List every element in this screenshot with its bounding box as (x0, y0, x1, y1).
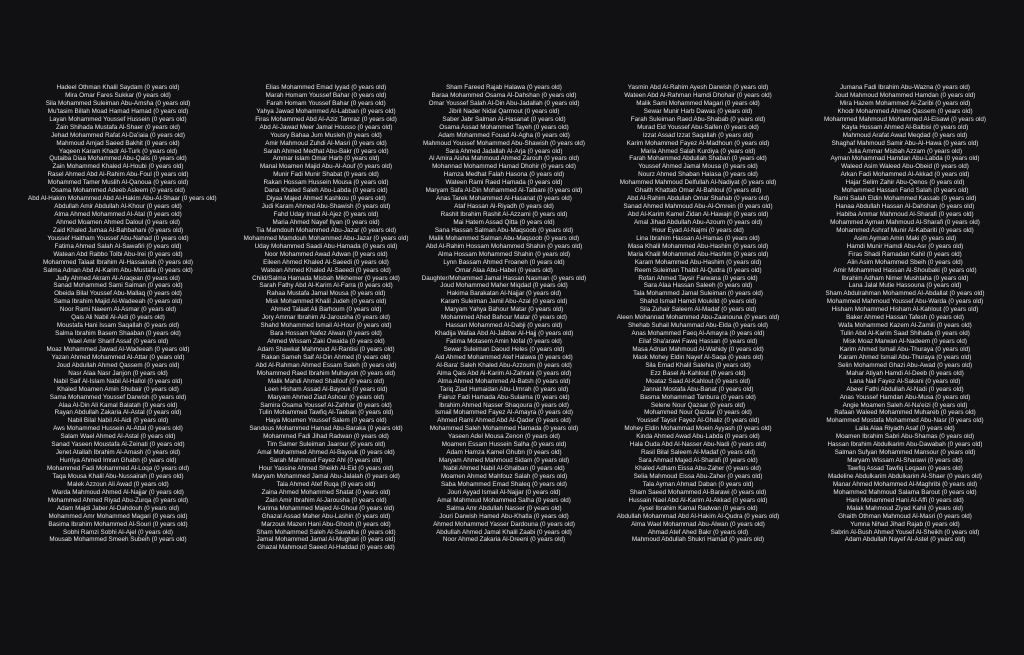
name-entry: Jouri Ayyad Ismail Al-Najjar (0 years old) (447, 488, 561, 496)
name-entry: Jannat Mostafa Abu-Banat (0 years old) (642, 385, 754, 393)
name-entry: Hanaa Abdullah Hassan Al-Dahshan (0 years old) (835, 203, 975, 211)
name-entry: Anas Youssef Hamdan Abu-Musa (0 years old) (839, 393, 971, 401)
name-entry: Elias Mohammed Emad Iyyad (0 years old) (265, 84, 387, 91)
name-entry: Ghazal Assad Maher Abu-Lashin (0 years old) (261, 512, 391, 520)
name-entry: Moamen Essam Hussein Salha (0 years old) (441, 441, 567, 449)
name-entry: Al Amira Aisha Mahmoud Ahmed Zarouh (0 years old) (428, 155, 580, 163)
name-entry: Amal Jihad Abdullah Abu-Azoum (0 years old) (633, 218, 763, 226)
name-entry: Maria Ahmed Nayef Ilyan (0 years old) (272, 218, 380, 226)
name-entry: Karam Ahmed Ismail Abu-Thuraya (0 years old) (838, 353, 972, 361)
name-entry: Jouri Darwish Hamed Abu-Khatla (0 years old) (439, 512, 569, 520)
name-entry: Omar Alaa Abu-Habel (0 years old) (455, 266, 553, 274)
name-entry: Mahmoud Amjad Saeed Bakhit (0 years old) (56, 139, 180, 147)
name-entry: Wateen Rami Raed Hamada (0 years old) (445, 179, 563, 187)
name-entry: Dana Khaled Saleh Abu-Labda (0 years old) (264, 187, 388, 195)
name-entry: Rayan Abdullah Zakaria Al-Astal (0 years old) (54, 409, 182, 417)
name-entry: Maryam Ahmed Ziad Ashour (0 years old) (267, 393, 385, 401)
name-entry: Aleen Mohannad Mohammed Abu-Zaanouna (0 years old) (616, 314, 780, 322)
name-entry: Sila Emad Khalil Salehia (0 years old) (645, 361, 751, 369)
name-entry: Osama Assad Mohammed Tayeh (0 years old) (439, 123, 569, 131)
name-entry: Sara Alaa Hassan Saleeh (0 years old) (643, 282, 753, 290)
name-entry: Wafa Mohammed Kazem Al-Zamili (0 years old) (838, 322, 972, 330)
name-entry: Mohammed Ahmed Riyad Abu-Zurqa (0 years old) (47, 496, 189, 504)
name-entry: Mahmoud Arafat Awad Meqdad (0 years old) (842, 131, 968, 139)
name-entry: Samira Osama Youssef Al-Zahhar (0 years old) (260, 401, 392, 409)
name-entry: Ibrahim Ahmed Nasser Shaqoura (0 years old) (439, 401, 569, 409)
name-entry: Sham Mohammed Saleh Al-Sawalha (0 years old) (256, 528, 396, 536)
name-entry: Adam Majdi Jaber Al-Dahdouh (0 years old) (56, 504, 180, 512)
name-entry: Mohammed Mahmoud Salama Barout (0 years old) (833, 488, 977, 496)
name-entry: Zain Amir Ibrahim Al-Jarousha (0 years old) (265, 496, 387, 504)
name-entry: Selene Nour Qazaar (0 years old) (650, 401, 746, 409)
name-entry: Mohammed Ayman Mahmoud Al-Sharafi (0 years old) (830, 218, 980, 226)
name-entry: Kayla Hossam Ahmed Al-Balbisi (0 years old) (841, 123, 969, 131)
name-entry: Ahmad Atef Ahed Bakr (0 years old) (647, 528, 749, 536)
name-entry: Yumna Nihad Jihad Rajab (0 years old) (850, 520, 960, 528)
name-entry: Maryam Safa Al-Din Mohammed Al-Talbani (0 years old) (425, 187, 583, 195)
name-entry: Layan Mohammed Youssef Hussein (0 years old) (49, 115, 187, 123)
name-entry: Sanad Yaseen Moustafa Al-Zeinati (0 years old) (51, 441, 185, 449)
name-entry: Sama Mohammed Youssef Darwish (0 years old) (49, 393, 187, 401)
name-entry: Asim Ayman Amin Maki (0 years old) (853, 234, 957, 242)
name-entry: Moamen Ahmed Mahfouz Salah (0 years old) (440, 472, 568, 480)
name-entry: Mohammed Mahmoud Delfullah Al-Nadiyat (0 years old) (619, 179, 777, 187)
name-entry: Masa Khalil Mohammed Abu-Hashim (0 years old) (627, 242, 769, 250)
name-entry: Basima Ibrahim Mohammed Al-Souri (0 years old) (48, 520, 188, 528)
name-entry: Saba Mohammed Emad Shaleq (0 years old) (440, 480, 567, 488)
name-entry: Yaqeen Karam Khadr Al-Turk (0 years old) (58, 147, 178, 155)
name-entry: Mohammed Fadi Jihad Radwan (0 years old) (263, 433, 389, 441)
name-entry: Shaghaf Mahmoud Samir Abu-Al-Hawa (0 years old) (831, 139, 979, 147)
name-entry: Youssef Taysir Fayez Al-Ghaliz (0 years old) (636, 417, 760, 425)
name-entry: Noor Rami Naeem Al-Asmar (0 years old) (59, 306, 177, 314)
name-entry: Reem Suleiman Thabit Al-Qudra (0 years old) (634, 266, 762, 274)
name-entry: Qutaiba Diaa Mohammed Abu-Qalis (0 years old) (49, 155, 187, 163)
name-entry: Mohammed Ashraf Munir Al-Kabariti (0 years old) (836, 226, 974, 234)
name-entry: Fahd Uday Imad Al-Ajez (0 years old) (273, 211, 379, 218)
name-entry: Rasel Ahmed Abd Al-Rahim Abu-Foul (0 years old) (47, 171, 189, 179)
name-entry: Rakan Sameh Saif Al-Din Ahmed (0 years old) (261, 353, 391, 361)
name-entry: Mahmoud Abdullah Shukri Hamad (0 years old) (631, 536, 765, 544)
name-entry: Abeer Fathi Abdullah Al-Nadi (0 years old) (846, 385, 964, 393)
name-entry: Manar Ahmed Mohammed Al-Maghribi (0 years old) (832, 480, 978, 488)
name-entry: Mohammed Tamer Muslih Al-Qanoua (0 years old) (47, 179, 189, 187)
name-entry: Salman Sufyan Mohammed Mansour (0 years old) (834, 449, 976, 457)
name-entry: Mohammed Hassan Farid Salah (0 years old) (841, 187, 969, 195)
name-entry: Lana Jalal Mutie Hassouna (0 years old) (848, 282, 962, 290)
name-entry: Mahmoud Youssef Mohammed Abu-Shawish (0 years old) (422, 139, 586, 147)
names-column-5 (810, 84, 1000, 544)
name-entry: Malak Mahmoud Ziyad Kahil (0 years old) (846, 504, 964, 512)
name-entry: Farah Mohammed Abdullah Shaban (0 years old) (629, 155, 767, 163)
name-entry: Yazan Ahmed Mohammed Al-Attar (0 years old) (51, 353, 185, 361)
name-entry: Misk Moaz Marwan Al-Nadeem (0 years old) (843, 338, 967, 345)
name-entry: Ghaith Khattab Omar Al-Bahloul (0 years old) (634, 187, 762, 195)
name-entry: Osama Mohammed Adeeb Asleem (0 years old) (50, 187, 186, 195)
name-entry: Diyaa Majed Ahmed Kashkou (0 years old) (266, 195, 386, 203)
name-entry: Karam Suleiman Jamil Abu-Azal (0 years old) (440, 298, 568, 306)
name-entry: Hisham Mohammed Hisham Al-Kahlout (0 years old) (831, 306, 979, 314)
name-entry: Hamza Medhat Falah Hasona (0 years old) (443, 171, 565, 179)
name-entry: Jamal Mohammed Jamal Al-Mughari (0 years old) (256, 536, 396, 544)
name-entry: Ghazal Mahmoud Saeed Al-Haddad (0 years old) (257, 544, 395, 552)
name-entry: Rahaa Mustafa Jamal Mousa (0 years old) (266, 290, 386, 298)
name-entry: Alma Ahmed Mohammed Al-Batsh (0 years old) (437, 377, 571, 385)
name-entry: Aysel Ibrahim Kamal Radwan (0 years old) (638, 504, 758, 512)
name-entry: Nabil Saif Al-Islam Nabil Al-Hallol (0 years old) (53, 377, 183, 385)
name-entry: Selin Mohammed Ghazi Abu-Awad (0 years old) (837, 361, 973, 369)
name-entry: Mai Hatem Assad Qitta (0 years old) (453, 218, 555, 226)
name-entry: Anas Mohammed Faeq Al-Amayra (0 years old) (631, 330, 765, 338)
name-entry: Khaled Adham Eissa Abu-Zaher (0 years old) (634, 465, 761, 472)
name-entry: Eilaf Sha'arawi Fawq Hassan (0 years old) (638, 338, 758, 345)
name-entry: Sana Hassan Salman Abu-Maqsoob (0 years old) (434, 226, 574, 234)
name-entry: Malik Mohammed Salman Abu-Maqsoob (0 years old) (428, 234, 580, 242)
name-entry: Angie Moamen Saleh Al-Na'eizi (0 years old) (842, 401, 968, 409)
name-entry: Marzouk Mazen Hani Abu-Ghosh (0 years old) (261, 520, 391, 528)
name-entry: Jehad Mohammed Rafat Al-Da'iaia (0 years old) (51, 131, 185, 139)
name-entry: Sara Ahmed Jadallah Al-Arja (0 years old) (445, 147, 563, 155)
name-entry: Zaina Ahmed Mohammed Shatat (0 years old) (261, 488, 391, 496)
name-entry: Habiba Ammar Mahmoud Al-Sharafi (0 years old) (836, 211, 974, 218)
name-entry: Amal Mohammed Ahmed Al-Bayouk (0 years old) (257, 449, 395, 457)
name-entry: Hadeel Othman Khalil Saydam (0 years old) (56, 84, 180, 91)
name-entry: Tala Ayman Ahmad Daban (0 years old) (642, 480, 754, 488)
name-entry: Adam Abdullah Nayef Al-Astel (0 years old) (844, 536, 966, 544)
name-entry: Shahd Mohammed Ismail Al-Hour (0 years old) (260, 322, 392, 330)
name-entry: Maryam Wissam Al-Sharawi (0 years old) (847, 457, 963, 465)
name-entry: Ibrahim Adham Nimer Mushtaha (0 years old) (841, 274, 969, 282)
name-entry: Hamdi Munir Hamdi Abu-Asr (0 years old) (846, 242, 964, 250)
name-entry: Youssef Ahmed Jamal Mousa (0 years old) (638, 163, 758, 171)
name-entry: Watean Ahmed Khaled Al-Saeedi (0 years old) (261, 266, 391, 274)
name-entry: Leen Hisham Assad Al-Bayouk (0 years old) (264, 385, 388, 393)
name-entry: Obeida Bilal Youssef Abu-Mallaq (0 years old) (54, 290, 182, 298)
name-entry: Jenet Atallah Ibrahim Al-Amash (0 years old) (55, 449, 181, 457)
name-entry: Karim Ahmed Ismail Abu-Thuraya (0 years old) (839, 345, 971, 353)
name-entry: Sama Ibrahim Majid Al-Wadeeah (0 years old) (53, 298, 183, 306)
name-entry: Tariq Ziad Humaidan Abu-Umrah (0 years old) (439, 385, 569, 393)
name-entry: Mohammed Mahmoud Mohammed Al-Eisawi (0 years old) (823, 115, 987, 123)
names-column-1 (28, 84, 217, 544)
name-entry: Hakima Barakatan Al-Najjar (0 years old) (446, 290, 562, 298)
name-entry: Khadija Wafaa Abd Al-Jabbar Al-Hajj (0 years old) (434, 330, 574, 338)
name-entry: Joud Mahmoud Mohammed Hamdan (0 years old) (834, 91, 976, 99)
name-entry: Farah Suleiman Raed Abu-Shabab (0 years old) (630, 115, 766, 123)
name-entry: Maryam Yahya Bahour Matar (0 years old) (444, 306, 564, 314)
name-entry: Basma Mohammad Tanbura (0 years old) (640, 393, 756, 401)
name-entry: Mira Omar Fares Sukkar (0 years old) (65, 91, 171, 99)
name-entry: Karim Mohammed Fayez Al-Madhoun (0 years old) (626, 139, 770, 147)
name-entry: Abd Al-Karim Kamel Zidan Al-Hawajri (0 years old) (627, 211, 769, 218)
name-entry: Mohammed Ahed Bahour Matar (0 years old) (441, 314, 567, 322)
name-entry: Murad Eid Youssef Abu-Saifen (0 years old) (637, 123, 759, 131)
name-entry: Sarah Fathy Abd Al-Karim Al-Farra (0 years old) (259, 282, 393, 290)
name-entry: Shehab Suhail Muhammad Abu-Elda (0 years old) (627, 322, 768, 330)
name-entry: Mohammed Raed Ibrahim Muhaysin (0 years old) (256, 369, 396, 377)
name-entry: Jumana Fadi Ibrahim Abu-Wazna (0 years old) (840, 84, 970, 91)
name-entry: Abdullah Ahmed Jamal Khalil Zaabi (0 years old) (436, 528, 572, 536)
name-entry: Yasmin Abd Al-Rahim Ayesh Darwish (0 years old) (627, 84, 769, 91)
name-entry: Rafaan Waleed Mohammed Muhareb (0 years old) (834, 409, 976, 417)
name-entry: Nabil Ahmed Nabil Al-Ghalban (0 years old) (443, 465, 565, 472)
name-entry: Rakan Hossam Hussein Mousa (0 years old) (263, 179, 389, 187)
name-entry: Mira Hazem Mohammed Al-Zaribi (0 years old) (839, 99, 971, 107)
name-entry: Saber Jabr Salman Al-Hasanat (0 years old) (442, 115, 566, 123)
name-entry: Abd Al-Rahim Hossam Mohammed Shahin (0 years old) (425, 242, 583, 250)
name-entry: Sanad Mohammed Sami Salman (0 years old) (53, 282, 183, 290)
name-entry: Adam Mohammed Fouad Al-Agha (0 years old) (438, 131, 570, 139)
name-entry: Hussain Nael Abd Al-Karim Al-Akkad (0 years old) (628, 496, 768, 504)
name-entry: Mousab Mohammed Smeeh Subeih (0 years old) (49, 536, 187, 544)
name-entry: Maria Ahmed Salah Kurdiya (0 years old) (640, 147, 756, 155)
name-entry: Salma Adnan Abd Al-Karim Abu-Mustafa (0 years old) (43, 266, 193, 274)
name-entry: Mohammed Mahmoud Youssef Abu-Warda (0 years old) (826, 298, 984, 306)
name-entry: Misk Mohammed Khalil Judeh (0 years old) (265, 298, 387, 306)
name-entry: Tulin Abd Al-Karim Saad Shihada (0 years old) (840, 330, 970, 338)
name-entry: Zain Shihada Mustafa Al-Shaer (0 years old) (56, 123, 180, 131)
name-entry: Hassan Mohammed Al-Dabji (0 years old) (445, 322, 563, 330)
name-entry: Aws Mohammed Hussein Al-Attal (0 years old) (53, 425, 183, 433)
name-entry: Lina Ibrahim Hassan Al-Hamas (0 years old) (636, 234, 760, 242)
name-entry: Mohammed Nour Qazaar (0 years old) (644, 409, 752, 417)
name-entry: Noor Mohammed Awad Adwan (0 years old) (264, 250, 388, 258)
name-entry: Anas Tarek Mohammed Al-Hasanat (0 years old) (436, 195, 572, 203)
name-entry: Moustafa Hani Issam Saqallah (0 years old) (56, 322, 180, 330)
name-entry: Kinda Ahmed Awad Abu-Labda (0 years old) (636, 433, 760, 441)
name-entry: Sham Saeed Mohammed Al-Barawi (0 years old) (629, 488, 767, 496)
name-entry: Mohammed Mostafa Mohammed Abu-Nasr (0 years old) (826, 417, 984, 425)
name-entry: Karima Mohammed Majed Al-Ghoul (0 years old) (257, 504, 395, 512)
name-entry: Farah Homam Youssef Bahar (0 years old) (266, 99, 386, 107)
name-entry: Ahmed Moamen Ahmed Daloul (0 years old) (56, 218, 180, 226)
name-entry: Ahmed Wissam Zaki Owaida (0 years old) (267, 338, 385, 345)
name-entry: Qais Ali Nabil Al-Aidi (0 years old) (71, 314, 165, 322)
name-entry: Malik Sami Mohammed Magari (0 years old) (636, 99, 760, 107)
name-entry: Mahar Atiyah Hamdi Al-Deeb (0 years old) (846, 369, 964, 377)
name-entry: Arkan Fadi Mohammed Al-Akkad (0 years old) (840, 171, 970, 179)
name-entry: Hala Ouda Abd Al-Nasser Abu-Nadi (0 years old) (629, 441, 767, 449)
name-entry: Abd Al-Jawad Meer Jamal Housso (0 years old) (259, 123, 393, 131)
name-entry: Jory Ammar Ibrahim Al-Jarousha (0 years old) (261, 314, 391, 322)
name-entry: Marah Homam Youssef Bahar (0 years old) (265, 91, 387, 99)
name-entry: Noor Ahmed Zakaria Al-Dreeni (0 years old) (442, 536, 566, 544)
name-entry: Izzat Assad Izzat Saqallah (0 years old) (642, 131, 754, 139)
name-entry: Sewar Munir Harb Dawas (0 years old) (643, 107, 753, 115)
name-entry: Fatima Motasem Amin Nofal (0 years old) (446, 338, 562, 345)
name-entry: Yahya Jawad Mohammed Al-Labban (0 years old) (256, 107, 396, 115)
name-entry: Alaa Al-Din Ali Kamal Balatah (0 years old) (58, 401, 178, 409)
name-entry: Sarah Ahmed Medhat Abu-Bakr (0 years old) (263, 147, 389, 155)
name-entry: Abd Al-Rahman Ahmed Essam Saleh (0 years old) (255, 361, 397, 369)
name-entry: Rasil Bilal Saleem Al-Madaf (0 years old) (640, 449, 756, 457)
name-entry: Waleed Asim Waleed Abu-Obeid (0 years old) (841, 163, 969, 171)
name-entry: Sham Fareed Rajab Halawa (0 years old) (446, 84, 562, 91)
name-entry: Joud Mohammed Maher Miqdad (0 years old) (440, 282, 568, 290)
name-entry: Youssef Haitham Youssef Abu-Nahad (0 years old) (47, 234, 189, 242)
name-entry: Tala Mohammed Jamal Suleiman (0 years old) (633, 290, 763, 298)
name-entry: Baker Ahmed Hassan Tafesh (0 years old) (846, 314, 964, 322)
name-entry: Ayman Mohammad Hamdan Abu-Labda (0 years old) (830, 155, 980, 163)
name-entry: Amir Mahmoud Zuhdi Al-Masri (0 years old) (265, 139, 387, 147)
name-entry: Tim Samer Suleiman Jaarour (0 years old) (266, 441, 386, 449)
name-entry: Nasr Alaa Nasr Janjon (0 years old) (68, 369, 168, 377)
name-entry: Munir Fadi Munir Shabat (0 years old) (273, 171, 379, 179)
name-entry: Ahmed Mohammed Yasser Dardouna (0 years old) (433, 520, 575, 528)
name-entry: Selia Mahmoud Eissa Abu-Zaher (0 years old) (633, 472, 763, 480)
name-entry: Moaz Mohammed Jawad Al-Wadeeah (0 years old) (46, 345, 190, 353)
name-entry: Alma Qais Abd Al-Karim Al-Zahrani (0 years old) (436, 369, 572, 377)
name-entry: Zaid Khaled Jumaa Al-Bahbahani (0 years old) (52, 226, 184, 234)
name-entry: Fairuz Fadi Hamada Abu-Sulaima (0 years old) (438, 393, 570, 401)
names-column-2 (236, 84, 416, 552)
name-entry: Tia Mamdouh Mohammed Abu-Jazar (0 years old) (255, 226, 397, 234)
name-entry: Eileen Ahmed Khaled Al-Saeedi (0 years old) (263, 258, 389, 266)
name-entry: Warda Mahmoud Ahmed Al-Najjar (0 years old) (52, 488, 184, 496)
name-entry: Omar Youssef Salah Al-Din Abu-Jadallah (0 years old) (428, 99, 580, 107)
name-entry: Tawfiq Assad Tawfiq Leqaan (0 years old) (847, 465, 963, 472)
name-entry: Al-Bara' Saleh Khaled Abu-Azzoum (0 years old) (436, 361, 572, 369)
name-entry: Lynn Bassam Ahmed Froaneh (0 years old) (443, 258, 565, 266)
name-entry: Hurriya Ahmed Imran Ghabn (0 years old) (59, 457, 177, 465)
name-entry: Mohammed Saleh Mohammed Hamada (0 years old) (429, 425, 579, 433)
name-entry: Manal Moamen Majid Abu-Al-Aouf (0 years old) (259, 163, 393, 171)
name-entry: Zain Mohammed Khaled Al-Houbi (0 years old) (52, 163, 184, 171)
name-entry: Shahd Ismail Hamdi Moukild (0 years old) (639, 298, 757, 306)
name-entry: Hani Mohammed Hani Al-Affi (0 years old) (846, 496, 964, 504)
name-entry: Abd Al-Rahim Abdullah Omar Shahab (0 years old) (626, 195, 770, 203)
name-entry: Khaled Moamen Amin Shubair (0 years old) (57, 385, 179, 393)
name-entry: Fatima Ahmed Salah Al-Sawafiri (0 years old) (54, 242, 182, 250)
name-entry: Sanad Ahmed Mahmoud Abu-Al-Omrein (0 years old) (623, 203, 773, 211)
name-entry: Baraa Mohammed Osama Al-Dahshan (0 years old) (431, 91, 577, 99)
name-entry: Alin Asim Mohammed Sbeih (0 years old) (847, 258, 963, 266)
name-entry: Mohammed Mamdouh Mohammed Abu-Jazar (0 years old) (243, 234, 409, 242)
name-entry: Yaseen Adel Mousa Zenon (0 years old) (448, 433, 560, 441)
name-entry: Mohammed Amr Mohammed Magari (0 years old) (48, 512, 188, 520)
name-entry: Maryam Mohammed Jamal Abu-Jalalah (0 years old) (252, 472, 400, 480)
name-entry: Yousry Bahaa Jum Musleh (0 years old) (270, 131, 382, 139)
name-entry: Nourz Ahmed Shaban Halasa (0 years old) (638, 171, 758, 179)
name-entry: Sarah Mahmoud Fayez Ahl (0 years old) (269, 457, 383, 465)
name-entry: Watean Abd Rabbo Tolbi Abu-Irei (0 years old) (53, 250, 183, 258)
name-entry: Salma Amr Abdullah Nasser (0 years old) (446, 504, 562, 512)
name-entry: Joud Abdullah Ahmed Qassem (0 years old) (56, 361, 180, 369)
name-entry: Malik Mahdi Ahmed Shallouf (0 years old) (267, 377, 385, 385)
name-entry: Abdullah Amir Abdullah Al-Khour (0 years old) (54, 203, 182, 211)
name-entry: Mask Mohey Eldin Nayef Al-Saqa (0 years old) (632, 353, 764, 361)
name-entry: Amal Mahmoud Mohammed Salha (0 years old) (437, 496, 571, 504)
name-entry: Haya Moumen Youssef Salem (0 years old) (265, 417, 387, 425)
name-entry: Ammar Islam Omar Harb (0 years old) (272, 155, 380, 163)
name-entry: Wael Amir Sharif Assaf (0 years old) (67, 338, 169, 345)
name-entry: Hour Yassine Ahmed Sheikh Al-Eid (0 years old) (258, 465, 394, 472)
name-entry: Taqa Mousa Khalil Abu-Nussairah (0 years old) (52, 472, 184, 480)
name-entry: Rofan Ahmed Taysir Farwana (0 years old) (638, 274, 758, 282)
name-entry: Mohammed Talaat Ibrahim Al-Hassainah (0 years old) (42, 258, 194, 266)
name-entry: Moataz Saad Al-Kahlout (0 years old) (645, 377, 751, 385)
name-entry: Ahmed Rami Ahmed Abd Al-Qader (0 years old) (437, 417, 571, 425)
name-entry: Rashit Ibrahim Rashit Al-Azzami (0 years old) (440, 211, 568, 218)
name-entry: Ismail Mohammed Fayez Al-Amayra (0 years old) (435, 409, 573, 417)
name-entry: Daughter/Mohammed Jamal Hassan Nasman (0 years old) (421, 274, 587, 282)
name-entry: Sabrin Al-Bush Ahmed Yousef Al-Sheikh (0 years old) (830, 528, 980, 536)
name-entry: Mohey Eldin Mohammad Moein Ayyash (0 years old) (624, 425, 772, 433)
name-entry: Uday Mohammed Saadi Abu-Hamada (0 years old) (254, 242, 398, 250)
name-entry: Mu'tasim Billah Moad Hamad Hamad (0 years old) (47, 107, 189, 115)
name-entry: Alma Ahmed Mohammed Al-Atal (0 years old) (54, 211, 182, 218)
name-entry: Salam Wael Ahmed Al-Astal (0 years old) (60, 433, 176, 441)
name-entry: Maryam Ahmed Mahmoud Sidam (0 years old) (438, 457, 570, 465)
name-entry: Amir Mohammed Hassan Al-Shoubaki (0 years old) (833, 266, 977, 274)
name-entry: Bara Hossam Nafez Alwan (0 years old) (270, 330, 382, 338)
names-column-3 (414, 84, 594, 544)
name-entry: Moamen Ibrahim Sabri Abu-Shamas (0 years old) (835, 433, 975, 441)
name-entry: Sila Mohammed Suleiman Abu-Amsha (0 years old) (45, 99, 191, 107)
name-entry: Madeline Abdulkarim Abdulkarim Al-Shaer (0 years old) (828, 472, 982, 480)
name-entry: Alma Hossam Mohammed Shahin (0 years old) (437, 250, 571, 258)
name-entry: Hour Eyad Al-Najmi (0 years old) (652, 226, 744, 234)
name-entry: Sham Abdulrahman Mohammed Al-Abdallat (0 years old) (825, 290, 985, 298)
name-entry: Adam Shawkat Mahmoud Al-Rantisi (0 years old) (257, 345, 395, 353)
name-entry: Jibril Nader Nidal Qarmout (0 years old) (448, 107, 560, 115)
name-entry: Firas Shadi Ramadan Kahil (0 years old) (848, 250, 962, 258)
name-entry: Ataf Hassan Al-Riyadh (0 years old) (454, 203, 554, 211)
name-entry: Child/Salma Hamada Misbah Mikhemer (0 years old) (252, 274, 400, 282)
name-entry: Tulin Mohammed Tawfiq Al-Taeban (0 years old) (258, 409, 394, 417)
name-entry: Mohannad Mohammed Hamad Dhohir (0 years old) (432, 163, 576, 171)
name-entry: Adam Hamza Kamel Ghubn (0 years old) (446, 449, 562, 457)
name-entry: Julia Ammar Misbah Azzam (0 years old) (847, 147, 963, 155)
name-entry: Ezz Basel Al-Kahlout (0 years old) (650, 369, 746, 377)
name-entry: Ghaith Othman Mahmoud Al-Masri (0 years old) (838, 512, 972, 520)
name-entry: Nabil Bilal Nabil Al-Aidi (0 years old) (67, 417, 169, 425)
name-entry: Ahmed Talaat Ali Barhoum (0 years old) (270, 306, 382, 314)
name-entry: Khodr Mohammed Ahmed Qassem (0 years old) (837, 107, 973, 115)
name-entry: Abdullah Mohammad Abd Al-Hakim Al-Qudra (0 years old) (616, 512, 780, 520)
name-entry: Abd Al-Hakim Mohammed Abd Al-Hakim Abu-Al-Shaar (0 years old) (28, 195, 217, 203)
name-entry: Sara Ahmad Majed Al-Sharafi (0 years old) (638, 457, 758, 465)
name-entry: Masa Adnan Mahmoud Al-Wahidy (0 years old) (632, 345, 764, 353)
name-entry: Malek Azzoun Ali Awad (0 years old) (67, 480, 169, 488)
name-entry: Rami Salah Eldin Mohammed Kassab (0 years old) (833, 195, 977, 203)
name-entry: Karam Mohammed Abu-Hashim (0 years old) (634, 258, 762, 266)
name-entry: Sandous Mohammed Hamad Abu-Baraka (0 years old) (249, 425, 403, 433)
name-entry: Laila Alaa Riyadh Asaf (0 years old) (855, 425, 955, 433)
name-entry: Sewar Suleiman Daoud Heles (0 years old) (443, 345, 565, 353)
name-entry: Hajar Selim Zahir Abu-Qenos (0 years old) (845, 179, 965, 187)
name-entry: Sila Zuhair Saleem Al-Madaf (0 years old) (639, 306, 757, 314)
name-entry: Judi Karam Ahmed Abu-Shawish (0 years old) (261, 203, 391, 211)
names-column-4 (608, 84, 788, 544)
name-entry: Hassan Ibrahim Abdulkarim Abu-Dawabah (0 years old) (827, 441, 983, 449)
name-entry: Alma Wael Mohammad Abu-Alwan (0 years old) (631, 520, 765, 528)
name-entry: Mohammed Fadi Mohammed Al-Loqa (0 years old) (46, 465, 190, 472)
name-entry: Judy Ahmed Akram Al-Araqean (0 years old) (56, 274, 180, 282)
name-entry: Aid Ahmed Mohammed Atef Halawa (0 years old) (435, 353, 573, 361)
name-entry: Sobhi Ramzi Sobhi Al-Ajel (0 years old) (63, 528, 173, 536)
name-entry: Tala Ahmed Atef Ruqa (0 years old) (276, 480, 376, 488)
name-entry: Firas Mohammed Abd Al-Aziz Tamraz (0 years old) (255, 115, 397, 123)
name-entry: Lana Nail Fayez Al-Sakani (0 years old) (849, 377, 961, 385)
name-entry: Maria Khalil Mohammed Abu-Hashim (0 years old) (627, 250, 769, 258)
name-entry: Salma Ibrahim Basem Shaaban (0 years old) (55, 330, 181, 338)
name-entry: Wateen Abd Al-Rahman Hamdi Dhohair (0 years old) (624, 91, 772, 99)
